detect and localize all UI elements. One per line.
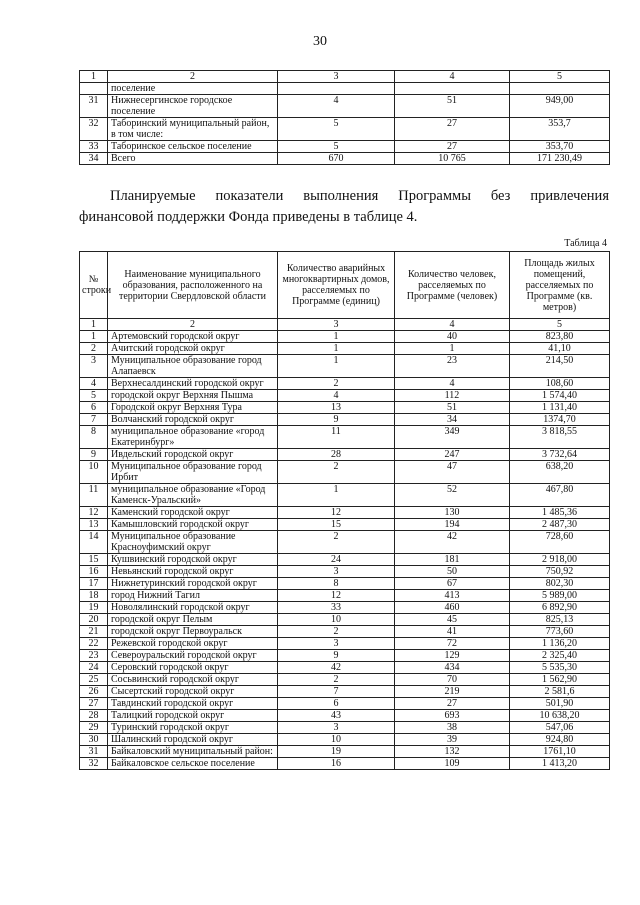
houses-count: 12	[278, 590, 395, 602]
row-number: 2	[80, 343, 108, 355]
houses-count: 6	[278, 698, 395, 710]
people-count: 50	[395, 566, 510, 578]
row-number: 32	[80, 118, 108, 141]
municipality-name: муниципальное образование «город Екатеринбург»	[108, 426, 278, 449]
houses-count: 5	[278, 118, 395, 141]
houses-count: 15	[278, 519, 395, 531]
people-count: 4	[395, 378, 510, 390]
houses-count: 4	[278, 390, 395, 402]
people-count: 72	[395, 638, 510, 650]
row-number: 34	[80, 153, 108, 165]
table-row	[80, 331, 610, 343]
houses-count: 2	[278, 626, 395, 638]
table-column-numbers	[80, 319, 610, 331]
row-number: 3	[80, 355, 108, 378]
table-row	[80, 355, 610, 378]
col-number: 4	[395, 71, 510, 83]
municipality-name: Камышловский городской округ	[108, 519, 278, 531]
table-row	[80, 83, 610, 95]
municipality-name: городской округ Пелым	[108, 614, 278, 626]
col-number: 1	[80, 319, 108, 331]
table-row	[80, 153, 610, 165]
table-row	[80, 638, 610, 650]
row-number: 21	[80, 626, 108, 638]
municipality-name: Всего	[108, 153, 278, 165]
people-count: 413	[395, 590, 510, 602]
col-number: 4	[395, 319, 510, 331]
municipality-name: городской округ Первоуральск	[108, 626, 278, 638]
area-value: 1 131,40	[510, 402, 610, 414]
header-people: Количество человек, расселяемых по Программе (человек)	[395, 252, 510, 319]
municipality-name: Тавдинский городской округ	[108, 698, 278, 710]
municipality-name: город Нижний Тагил	[108, 590, 278, 602]
col-number: 3	[278, 319, 395, 331]
row-number: 18	[80, 590, 108, 602]
area-value: 501,90	[510, 698, 610, 710]
houses-count: 24	[278, 554, 395, 566]
table-row	[80, 578, 610, 590]
table-row	[80, 554, 610, 566]
continued-table	[79, 70, 610, 165]
area-value: 949,00	[510, 95, 610, 118]
col-number: 5	[510, 319, 610, 331]
people-count: 40	[395, 331, 510, 343]
table-row	[80, 414, 610, 426]
municipality-name: Невьянский городской округ	[108, 566, 278, 578]
municipality-name: Ачитский городской округ	[108, 343, 278, 355]
municipality-name: Сысертский городской округ	[108, 686, 278, 698]
area-value: 773,60	[510, 626, 610, 638]
table-caption: Таблица 4	[564, 238, 607, 249]
people-count: 434	[395, 662, 510, 674]
area-value: 5 535,30	[510, 662, 610, 674]
area-value: 353,70	[510, 141, 610, 153]
area-value: 2 918,00	[510, 554, 610, 566]
row-number: 13	[80, 519, 108, 531]
row-number: 10	[80, 461, 108, 484]
table-row	[80, 734, 610, 746]
area-value: 1761,10	[510, 746, 610, 758]
municipality-name: Сосьвинский городской округ	[108, 674, 278, 686]
area-value: 638,20	[510, 461, 610, 484]
row-number: 20	[80, 614, 108, 626]
area-value: 5 989,00	[510, 590, 610, 602]
table-row	[80, 662, 610, 674]
municipality-name: Артемовский городской округ	[108, 331, 278, 343]
row-number: 17	[80, 578, 108, 590]
row-number: 6	[80, 402, 108, 414]
people-count: 460	[395, 602, 510, 614]
municipality-name: Таборинское сельское поселение	[108, 141, 278, 153]
area-value: 1374,70	[510, 414, 610, 426]
houses-count	[278, 83, 395, 95]
row-number: 7	[80, 414, 108, 426]
col-number: 3	[278, 71, 395, 83]
table-row	[80, 531, 610, 554]
municipality-name: городской округ Верхняя Пышма	[108, 390, 278, 402]
municipality-name: Муниципальное образование город Алапаевск	[108, 355, 278, 378]
municipality-name: Таборинский муниципальный район, в том числе:	[108, 118, 278, 141]
table-row	[80, 650, 610, 662]
area-value: 41,10	[510, 343, 610, 355]
municipality-name: Ивдельский городской округ	[108, 449, 278, 461]
program-indicators-table	[79, 251, 610, 770]
municipality-name: поселение	[108, 83, 278, 95]
people-count: 194	[395, 519, 510, 531]
houses-count: 9	[278, 414, 395, 426]
row-number: 12	[80, 507, 108, 519]
houses-count: 2	[278, 674, 395, 686]
municipality-name: Нижнетуринский городской округ	[108, 578, 278, 590]
row-number: 29	[80, 722, 108, 734]
municipality-name: Серовский городской округ	[108, 662, 278, 674]
area-value: 750,92	[510, 566, 610, 578]
row-number: 32	[80, 758, 108, 770]
area-value: 1 136,20	[510, 638, 610, 650]
municipality-name: Байкаловский муниципальный район:	[108, 746, 278, 758]
houses-count: 3	[278, 722, 395, 734]
houses-count: 11	[278, 426, 395, 449]
area-value: 108,60	[510, 378, 610, 390]
area-value: 1 485,36	[510, 507, 610, 519]
people-count: 41	[395, 626, 510, 638]
people-count: 34	[395, 414, 510, 426]
municipality-name: Шалинский городской округ	[108, 734, 278, 746]
houses-count: 670	[278, 153, 395, 165]
table-row	[80, 626, 610, 638]
row-number: 9	[80, 449, 108, 461]
people-count: 109	[395, 758, 510, 770]
houses-count: 12	[278, 507, 395, 519]
area-value: 825,13	[510, 614, 610, 626]
row-number: 14	[80, 531, 108, 554]
area-value: 3 818,55	[510, 426, 610, 449]
table-row	[80, 686, 610, 698]
houses-count: 16	[278, 758, 395, 770]
area-value: 2 487,30	[510, 519, 610, 531]
houses-count: 5	[278, 141, 395, 153]
col-number: 5	[510, 71, 610, 83]
table-header-row	[80, 252, 610, 319]
municipality-name: Городской округ Верхняя Тура	[108, 402, 278, 414]
municipality-name: Кушвинский городской округ	[108, 554, 278, 566]
col-number: 1	[80, 71, 108, 83]
houses-count: 3	[278, 566, 395, 578]
table-row	[80, 141, 610, 153]
page-number: 30	[313, 34, 327, 49]
area-value	[510, 83, 610, 95]
col-number: 2	[108, 71, 278, 83]
area-value: 1 574,40	[510, 390, 610, 402]
houses-count: 2	[278, 531, 395, 554]
header-houses: Количество аварийных многоквартирных домов, расселяемых по Программе (единиц)	[278, 252, 395, 319]
people-count: 247	[395, 449, 510, 461]
table-row	[80, 390, 610, 402]
houses-count: 3	[278, 638, 395, 650]
houses-count: 2	[278, 378, 395, 390]
houses-count: 43	[278, 710, 395, 722]
municipality-name: Муниципальное образование город Ирбит	[108, 461, 278, 484]
header-municipality: Наименование муниципального образования, расположенного на территории Свердловской области	[108, 252, 278, 319]
houses-count: 1	[278, 355, 395, 378]
table-row	[80, 402, 610, 414]
municipality-name: Туринский городской округ	[108, 722, 278, 734]
municipality-name: Режевской городской округ	[108, 638, 278, 650]
paragraph-line-2: финансовой поддержки Фонда приведены в таблице 4.	[79, 209, 418, 225]
houses-count: 8	[278, 578, 395, 590]
people-count: 27	[395, 141, 510, 153]
houses-count: 2	[278, 461, 395, 484]
table-row	[80, 722, 610, 734]
municipality-name: Каменский городской округ	[108, 507, 278, 519]
row-number: 31	[80, 746, 108, 758]
area-value: 547,06	[510, 722, 610, 734]
row-number: 19	[80, 602, 108, 614]
table-column-numbers	[80, 71, 610, 83]
area-value: 2 325,40	[510, 650, 610, 662]
area-value: 728,60	[510, 531, 610, 554]
houses-count: 10	[278, 614, 395, 626]
houses-count: 10	[278, 734, 395, 746]
houses-count: 19	[278, 746, 395, 758]
people-count: 42	[395, 531, 510, 554]
area-value: 214,50	[510, 355, 610, 378]
houses-count: 9	[278, 650, 395, 662]
municipality-name: Нижнесергинское городское поселение	[108, 95, 278, 118]
people-count: 39	[395, 734, 510, 746]
houses-count: 42	[278, 662, 395, 674]
row-number: 8	[80, 426, 108, 449]
people-count: 38	[395, 722, 510, 734]
people-count: 27	[395, 698, 510, 710]
people-count: 23	[395, 355, 510, 378]
people-count: 112	[395, 390, 510, 402]
municipality-name: Волчанский городской округ	[108, 414, 278, 426]
row-number: 24	[80, 662, 108, 674]
table-row	[80, 507, 610, 519]
paragraph-line-1: Планируемые показатели выполнения Программы без привлечения	[110, 188, 609, 204]
table-row	[80, 95, 610, 118]
row-number	[80, 83, 108, 95]
houses-count: 33	[278, 602, 395, 614]
row-number: 23	[80, 650, 108, 662]
table-row	[80, 590, 610, 602]
table-row	[80, 519, 610, 531]
municipality-name: Новолялинский городской округ	[108, 602, 278, 614]
table-row	[80, 674, 610, 686]
header-row-number: № строки	[80, 252, 108, 319]
area-value: 802,30	[510, 578, 610, 590]
people-count: 219	[395, 686, 510, 698]
row-number: 16	[80, 566, 108, 578]
houses-count: 28	[278, 449, 395, 461]
row-number: 25	[80, 674, 108, 686]
table-row	[80, 698, 610, 710]
row-number: 1	[80, 331, 108, 343]
people-count: 129	[395, 650, 510, 662]
houses-count: 1	[278, 331, 395, 343]
row-number: 4	[80, 378, 108, 390]
row-number: 11	[80, 484, 108, 507]
municipality-name: Верхнесалдинский городской округ	[108, 378, 278, 390]
people-count: 130	[395, 507, 510, 519]
municipality-name: муниципальное образование «Город Каменск-Уральский»	[108, 484, 278, 507]
table-row	[80, 710, 610, 722]
area-value: 10 638,20	[510, 710, 610, 722]
houses-count: 13	[278, 402, 395, 414]
header-area: Площадь жилых помещений, расселяемых по Программе (кв. метров)	[510, 252, 610, 319]
area-value: 171 230,49	[510, 153, 610, 165]
area-value: 467,80	[510, 484, 610, 507]
row-number: 28	[80, 710, 108, 722]
row-number: 27	[80, 698, 108, 710]
people-count: 67	[395, 578, 510, 590]
row-number: 26	[80, 686, 108, 698]
people-count: 45	[395, 614, 510, 626]
people-count: 1	[395, 343, 510, 355]
row-number: 22	[80, 638, 108, 650]
table-row	[80, 566, 610, 578]
people-count: 47	[395, 461, 510, 484]
houses-count: 4	[278, 95, 395, 118]
area-value: 1 413,20	[510, 758, 610, 770]
people-count: 51	[395, 402, 510, 414]
table-row	[80, 602, 610, 614]
people-count: 181	[395, 554, 510, 566]
houses-count: 7	[278, 686, 395, 698]
area-value: 2 581,6	[510, 686, 610, 698]
table-row	[80, 343, 610, 355]
people-count: 27	[395, 118, 510, 141]
area-value: 3 732,64	[510, 449, 610, 461]
table-row	[80, 118, 610, 141]
table-row	[80, 746, 610, 758]
table-row	[80, 449, 610, 461]
people-count: 10 765	[395, 153, 510, 165]
people-count: 52	[395, 484, 510, 507]
table-row	[80, 426, 610, 449]
col-number: 2	[108, 319, 278, 331]
houses-count: 1	[278, 343, 395, 355]
municipality-name: Байкаловское сельское поселение	[108, 758, 278, 770]
municipality-name: Талицкий городской округ	[108, 710, 278, 722]
people-count: 693	[395, 710, 510, 722]
row-number: 15	[80, 554, 108, 566]
table-row	[80, 461, 610, 484]
area-value: 1 562,90	[510, 674, 610, 686]
area-value: 924,80	[510, 734, 610, 746]
area-value: 353,7	[510, 118, 610, 141]
people-count: 349	[395, 426, 510, 449]
area-value: 6 892,90	[510, 602, 610, 614]
people-count	[395, 83, 510, 95]
row-number: 5	[80, 390, 108, 402]
row-number: 31	[80, 95, 108, 118]
table-row	[80, 484, 610, 507]
table-row	[80, 758, 610, 770]
table-row	[80, 614, 610, 626]
people-count: 51	[395, 95, 510, 118]
municipality-name: Муниципальное образование Красноуфимский округ	[108, 531, 278, 554]
people-count: 70	[395, 674, 510, 686]
row-number: 33	[80, 141, 108, 153]
table-row	[80, 378, 610, 390]
area-value: 823,80	[510, 331, 610, 343]
row-number: 30	[80, 734, 108, 746]
houses-count: 1	[278, 484, 395, 507]
municipality-name: Североуральский городской округ	[108, 650, 278, 662]
people-count: 132	[395, 746, 510, 758]
